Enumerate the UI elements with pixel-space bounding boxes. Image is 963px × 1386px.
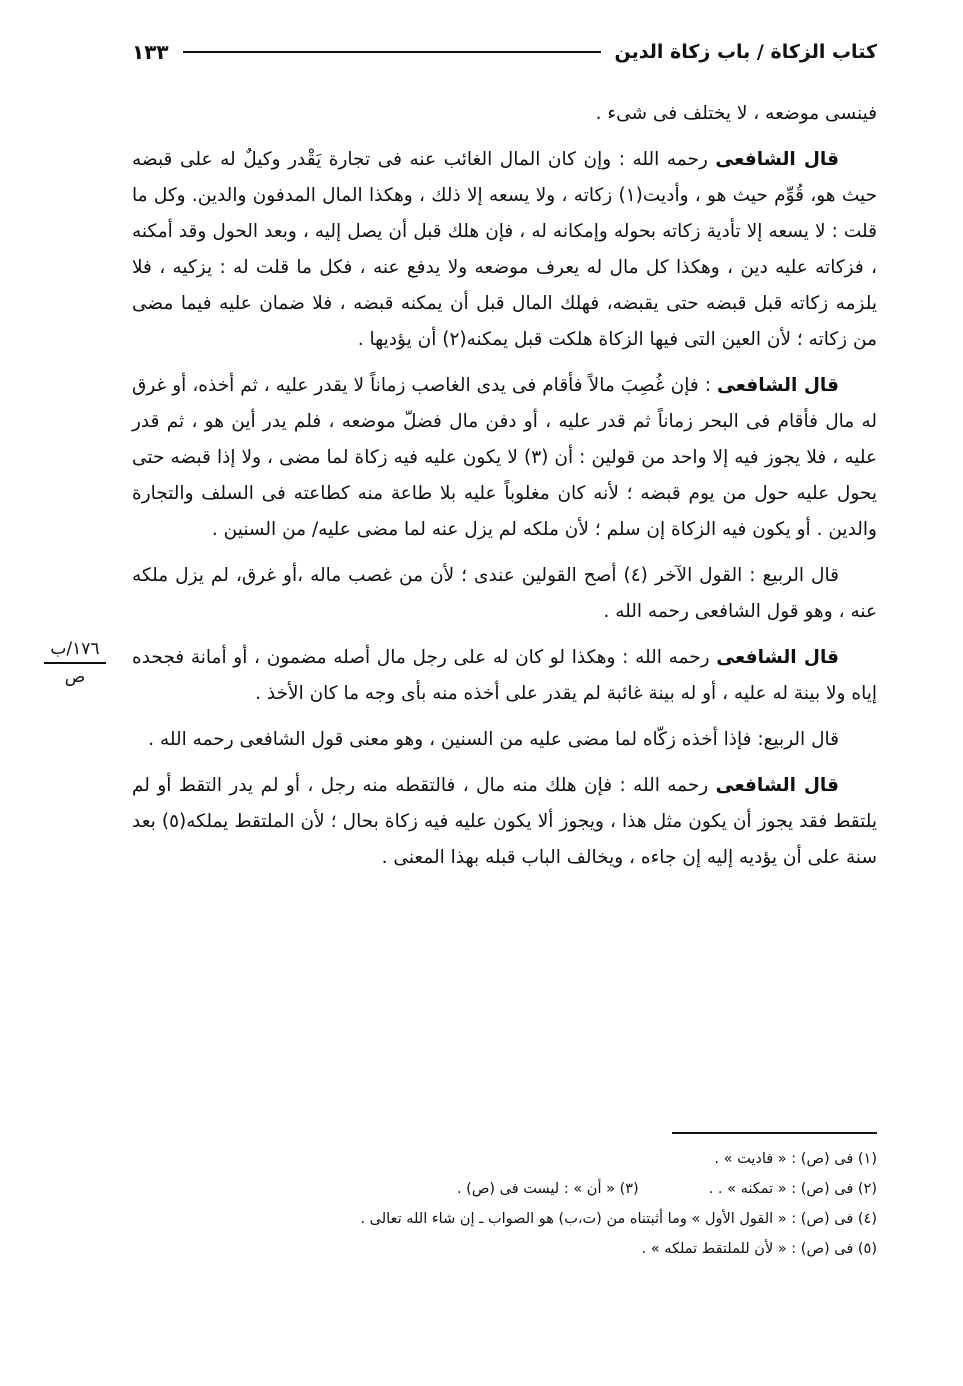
body-text — [132, 96, 877, 886]
paragraph — [132, 96, 877, 132]
folio-reference: ١٧٦/ب — [44, 636, 105, 664]
footnotes — [132, 1144, 877, 1264]
footnote: (٣) « أن » : ليست فى (ص) . — [456, 1181, 639, 1197]
header-title: كتاب الزكاة / باب زكاة الدين — [614, 41, 877, 63]
paragraph — [132, 142, 877, 358]
paragraph-text: قال الربيع: فإذا أخذه زكّاه لما مضى عليه من السنين ، وهو معنى قول الشافعى رحمه الله . — [148, 729, 839, 750]
paragraph-text: رحمه الله : وهكذا لو كان له على رجل مال أصله مضمون ، أو أمانة فجحده إياه ولا بينة له عليه ، أو له بينة غائبة لم يقدر على أخذه منه بأى وجه ما كان الأخذ . — [132, 647, 877, 704]
header-rule — [183, 51, 601, 53]
paragraph — [132, 558, 877, 630]
footnote: (٥) فى (ص) : « لأن للملتقط تملكه » . — [641, 1241, 877, 1257]
footnote: (٢) فى (ص) : « تمكنه » . . — [708, 1181, 877, 1197]
speaker-label: قال الشافعى — [716, 375, 839, 396]
paragraph-text: : فإن غُصِبَ مالاً فأقام فى يدى الغاصب زماناً لا يقدر عليه ، ثم أخذه، أو غرق له مال فأقام فى البحر زماناً ثم قدر عليه ، أو دفن مال فضلّ موضعه ، فلم يدر أين هو ، ثم قدر عليه ، فلا يجوز فيه إلا واحد من قولين : أن (٣) لا يكون عليه فيه زكاة لما مضى ، ولا إذا قبضه حتى يحول عليه حول من يوم قبضه ؛ لأنه كان مغلوباً عليه بلا طاعة منه كطاعته فى السلف والتجارة والدين . أو يكون فيه الزكاة إن سلم ؛ لأن ملكه لم يزل عنه لما مضى عليه/ من السنين . — [132, 375, 877, 540]
paragraph — [132, 640, 877, 712]
manuscript-siglum: ص — [64, 667, 86, 687]
running-header — [132, 40, 877, 64]
paragraph-text: فينسى موضعه ، لا يختلف فى شىء . — [595, 103, 877, 124]
footnote: (٤) فى (ص) : « القول الأول » وما أثبتناه من (ت،ب) هو الصواب ـ إن شاء الله تعالى . — [360, 1211, 877, 1227]
paragraph — [132, 768, 877, 876]
page-number: ١٣٣ — [132, 40, 169, 64]
paragraph-text: رحمه الله : فإن هلك منه مال ، فالتقطه منه رجل ، أو لم يدر التقط أو لم يلتقط فقد يجوز أن يكون مثل هذا ، ويجوز ألا يكون عليه فيه زكاة بحال ؛ لأن الملتقط يملكه(٥) بعد سنة على أن يؤديه إليه إن جاءه ، ويخالف الباب قبله بهذا المعنى . — [132, 775, 877, 868]
speaker-label: قال الشافعى — [716, 647, 839, 668]
speaker-label: قال الشافعى — [715, 775, 839, 796]
paragraph-text: قال الربيع : القول الآخر (٤) أصح القولين عندى ؛ لأن من غصب ماله ،أو غرق، لم يزل ملكه عنه ، وهو قول الشافعى رحمه الله . — [132, 565, 877, 622]
paragraph-text: رحمه الله : وإن كان المال الغائب عنه فى تجارة يَقْدر وكيلٌ له على قبضه حيث هو، قُوِّم حيث هو ، وأديت(١) زكاته ، ولا يسعه إلا ذلك ، وهكذا المال المدفون والدين. وكل ما قلت : لا يسعه إلا تأدية زكاته بحوله وإمكانه له ، فإن هلك قبل أن يصل إليه ، وبعد الحول وقد أمكنه ، فزكاته عليه دين ، وهكذا كل مال له يعرف موضعه ولا يدفع عنه ، فكل ما قلت له : يزكيه ، فلا يلزمه زكاته قبل قبضه حتى يقبضه، فهلك المال قبل أن يمكنه قبضه ، فلا ضمان عليه فيما مضى من زكاته ؛ لأن العين التى فيها الزكاة هلكت قبل يمكنه(٢) أن يؤديها . — [132, 149, 878, 350]
speaker-label: قال الشافعى — [715, 149, 839, 170]
footnote: (١) فى (ص) : « فاديت » . — [714, 1151, 877, 1167]
margin-note — [30, 636, 120, 690]
paragraph — [132, 368, 877, 548]
footnote-rule — [672, 1132, 877, 1134]
footnote-row — [132, 1174, 877, 1204]
paragraph — [132, 722, 877, 758]
